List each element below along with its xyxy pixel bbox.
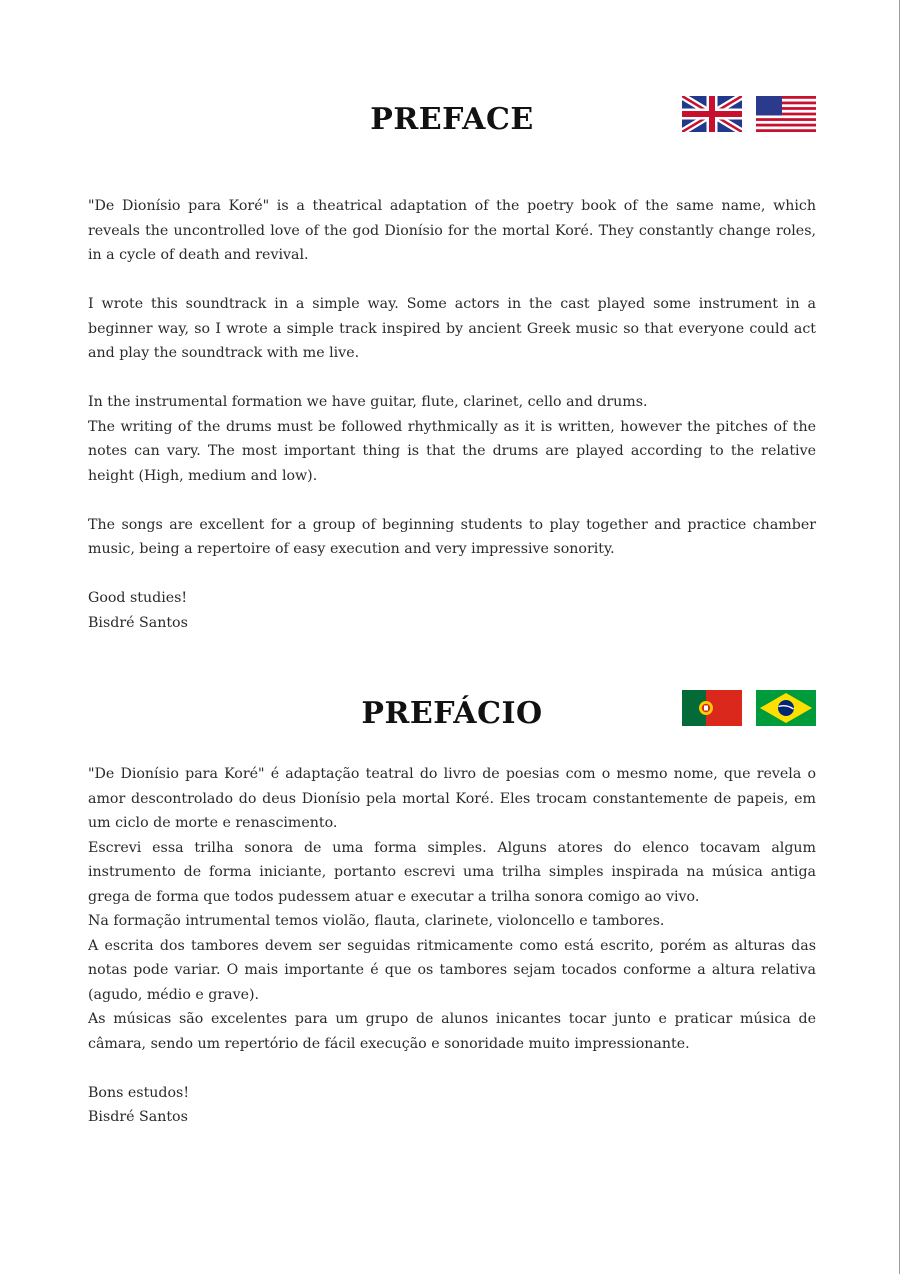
brazil-flag-icon[interactable] xyxy=(756,690,816,726)
paragraph: As músicas são excelentes para um grupo de alunos inicantes tocar junto e praticar música de câmara, sendo um repertório de fácil execução e sonoridade muito impressionante. xyxy=(88,1011,816,1052)
page-title: PREFACE xyxy=(370,102,534,137)
language-flags xyxy=(682,690,816,726)
preface-body-english xyxy=(88,194,816,635)
portugal-flag-icon[interactable] xyxy=(682,690,742,726)
uk-flag-icon[interactable] xyxy=(682,96,742,132)
language-flags xyxy=(682,96,816,132)
paragraph: Na formação intrumental temos violão, flauta, clarinete, violoncello e tambores. xyxy=(88,913,665,929)
closing: Bons estudos! xyxy=(88,1084,190,1101)
preface-body-portuguese xyxy=(88,762,816,1130)
paragraph: The writing of the drums must be followed rhythmically as it is written, however the pitches of the notes can vary. The most important thing is that the drums are played according to the relative height (High, medium and low). xyxy=(88,418,816,484)
closing: Good studies! xyxy=(88,590,188,606)
paragraph: A escrita dos tambores devem ser seguidas ritmicamente como está escrito, porém as alturas das notas pode variar. O mais importante é que os tambores sejam tocados conforme a altura relativa (agudo, médio e grave). xyxy=(88,937,816,1003)
preface-section-english xyxy=(88,96,816,635)
heading-row xyxy=(88,96,816,146)
signature: Bisdré Santos xyxy=(88,1109,188,1125)
preface-section-portuguese xyxy=(88,690,816,1130)
signature: Bisdré Santos xyxy=(88,614,188,631)
paragraph: "De Dionísio para Koré" é adaptação teatral do livro de poesias com o mesmo nome, que revela o amor descontrolado do deus Dionísio pela mortal Koré. Eles trocam constantemente de papeis, em um ciclo de morte e renascimento. xyxy=(88,766,816,831)
usa-flag-icon[interactable] xyxy=(756,96,816,132)
paragraph: Escrevi essa trilha sonora de uma forma simples. Alguns atores do elenco tocavam algum instrumento de forma iniciante, portanto escrevi uma trilha simples inspirada na música antiga grega de forma que todos pudessem atuar e executar a trilha sonora comigo ao vivo. xyxy=(88,839,816,905)
paragraph: "De Dionísio para Koré" is a theatrical adaptation of the poetry book of the same name, which reveals the uncontrolled love of the god Dionísio for the mortal Koré. They constantly change roles, in a cycle of death and revival. xyxy=(88,198,816,263)
paragraph: The songs are excellent for a group of beginning students to play together and practice chamber music, being a repertoire of easy execution and very impressive sonority. xyxy=(88,516,816,557)
paragraph: In the instrumental formation we have guitar, flute, clarinet, cello and drums. xyxy=(88,394,648,410)
paragraph: I wrote this soundtrack in a simple way. Some actors in the cast played some instrument in a beginner way, so I wrote a simple track inspired by ancient Greek music so that everyone could act and play the soundtrack with me live. xyxy=(88,296,816,361)
heading-row xyxy=(88,690,816,740)
page-title: PREFÁCIO xyxy=(361,696,543,731)
